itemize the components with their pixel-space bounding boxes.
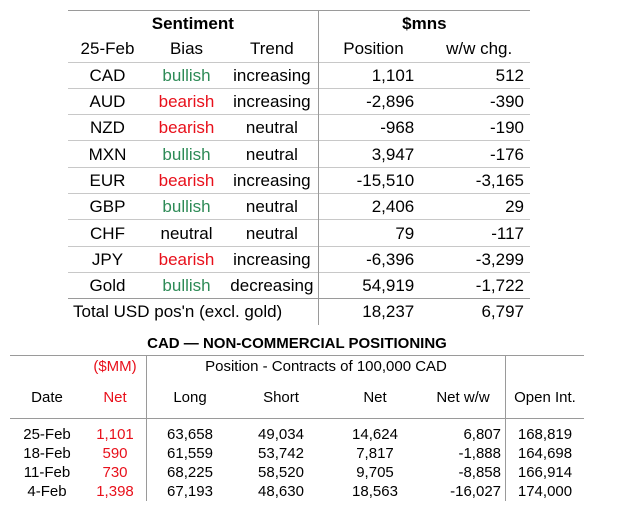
- net-ww-cell: -8,858: [458, 463, 501, 481]
- bias-cell: bearish: [147, 88, 226, 114]
- hdr-net-pos: Net: [329, 378, 421, 419]
- currency-cell: NZD: [68, 115, 147, 141]
- date-cell: 4-Feb: [27, 482, 67, 500]
- long-cell: 68,225: [147, 463, 234, 482]
- currency-cell: CAD: [68, 62, 147, 88]
- col-date: 25-Feb: [80, 39, 135, 59]
- short-cell: 48,630: [258, 482, 304, 500]
- total-chg: 6,797: [428, 299, 530, 325]
- trend-cell: increasing: [226, 167, 318, 193]
- trend-cell: neutral: [226, 194, 318, 220]
- long-cell: 67,193: [147, 482, 234, 501]
- col-bias: Bias: [169, 39, 204, 59]
- bias-cell: bearish: [147, 115, 226, 141]
- sentiment-row: [68, 141, 530, 167]
- hdr-long: Long: [147, 378, 234, 419]
- trend-cell: neutral: [226, 115, 318, 141]
- sentiment-column-header: [68, 36, 530, 62]
- date-cell: 18-Feb: [23, 444, 71, 462]
- cad-title: CAD — NON-COMMERCIAL POSITIONING: [147, 335, 447, 352]
- net-pos-cell: 9,705: [356, 463, 394, 481]
- open-int-cell: 168,819: [506, 425, 585, 444]
- hdr-open-int: Open Int.: [506, 378, 585, 419]
- cad-row: [10, 444, 584, 463]
- sentiment-table: [68, 10, 530, 325]
- net-ww-cell: 6,807: [463, 425, 501, 443]
- open-int-cell: 166,914: [506, 463, 585, 482]
- trend-cell: increasing: [226, 246, 318, 272]
- short-cell: 53,742: [258, 444, 304, 462]
- hdr-net: Net: [84, 378, 147, 419]
- cad-rows: [10, 425, 584, 501]
- net-ww-cell: -16,027: [450, 482, 501, 500]
- total-row: [68, 299, 530, 325]
- position-cell: 1,101: [318, 62, 428, 88]
- col-position: Position: [343, 39, 404, 59]
- trend-cell: increasing: [226, 88, 318, 114]
- net-mm-cell: 590: [102, 444, 128, 462]
- currency-cell: Gold: [68, 272, 147, 298]
- chg-cell: 29: [428, 194, 530, 220]
- chg-cell: -3,165: [428, 167, 530, 193]
- currency-cell: EUR: [68, 167, 147, 193]
- net-pos-cell: 7,817: [356, 444, 394, 462]
- net-mm-cell: 1,398: [96, 482, 134, 500]
- trend-cell: increasing: [226, 62, 318, 88]
- cad-row: [10, 482, 584, 501]
- sentiment-group-label: Sentiment: [68, 11, 318, 37]
- total-position: 18,237: [318, 299, 428, 325]
- date-cell: 25-Feb: [23, 425, 71, 443]
- total-label: Total USD pos'n (excl. gold): [68, 299, 318, 325]
- bias-cell: neutral: [147, 220, 226, 246]
- sentiment-row: [68, 88, 530, 114]
- position-cell: 2,406: [318, 194, 428, 220]
- chg-cell: -190: [428, 115, 530, 141]
- short-cell: 49,034: [258, 425, 304, 443]
- sentiment-row: [68, 220, 530, 246]
- position-cell: -2,896: [318, 88, 428, 114]
- currency-cell: GBP: [68, 194, 147, 220]
- position-cell: 54,919: [318, 272, 428, 298]
- sentiment-row: [68, 167, 530, 193]
- sentiment-group-header: [68, 11, 530, 37]
- open-int-cell: 174,000: [506, 482, 585, 501]
- contracts-label: Position - Contracts of 100,000 CAD: [147, 356, 506, 379]
- chg-cell: -390: [428, 88, 530, 114]
- trend-cell: decreasing: [226, 272, 318, 298]
- date-cell: 11-Feb: [23, 463, 71, 481]
- short-cell: 58,520: [258, 463, 304, 481]
- long-cell: 61,559: [147, 444, 234, 463]
- sentiment-row: [68, 115, 530, 141]
- sentiment-row: [68, 272, 530, 298]
- sentiment-rows: [68, 62, 530, 299]
- chg-cell: -176: [428, 141, 530, 167]
- currency-cell: MXN: [68, 141, 147, 167]
- bias-cell: bullish: [147, 62, 226, 88]
- net-pos-cell: 14,624: [352, 425, 398, 443]
- col-chg: w/w chg.: [446, 39, 513, 59]
- sentiment-row: [68, 246, 530, 272]
- cad-row: [10, 463, 584, 482]
- bias-cell: bullish: [147, 141, 226, 167]
- cad-column-header: [10, 378, 584, 419]
- hdr-date: Date: [10, 378, 84, 419]
- hdr-short: Short: [233, 378, 329, 419]
- mm-label: ($MM): [84, 356, 147, 379]
- hdr-net-ww: Net w/w: [421, 378, 506, 419]
- bias-cell: bearish: [147, 246, 226, 272]
- bias-cell: bearish: [147, 167, 226, 193]
- mns-group-label: $mns: [318, 11, 530, 37]
- currency-cell: AUD: [68, 88, 147, 114]
- position-cell: -968: [318, 115, 428, 141]
- position-cell: -15,510: [318, 167, 428, 193]
- bias-cell: bullish: [147, 194, 226, 220]
- trend-cell: neutral: [226, 141, 318, 167]
- long-cell: 63,658: [147, 425, 234, 444]
- bias-cell: bullish: [147, 272, 226, 298]
- chg-cell: -1,722: [428, 272, 530, 298]
- sentiment-row: [68, 62, 530, 88]
- currency-cell: JPY: [68, 246, 147, 272]
- net-pos-cell: 18,563: [352, 482, 398, 500]
- open-int-cell: 164,698: [506, 444, 585, 463]
- cad-row: [10, 425, 584, 444]
- chg-cell: 512: [428, 62, 530, 88]
- cad-subheader: [10, 356, 584, 379]
- position-cell: 3,947: [318, 141, 428, 167]
- col-trend: Trend: [226, 36, 318, 62]
- cad-positioning-table: [10, 333, 584, 501]
- net-ww-cell: -1,888: [458, 444, 501, 462]
- net-mm-cell: 730: [102, 463, 128, 481]
- chg-cell: -3,299: [428, 246, 530, 272]
- sentiment-row: [68, 194, 530, 220]
- currency-cell: CHF: [68, 220, 147, 246]
- position-cell: -6,396: [318, 246, 428, 272]
- chg-cell: -117: [428, 220, 530, 246]
- position-cell: 79: [318, 220, 428, 246]
- trend-cell: neutral: [226, 220, 318, 246]
- net-mm-cell: 1,101: [96, 425, 134, 443]
